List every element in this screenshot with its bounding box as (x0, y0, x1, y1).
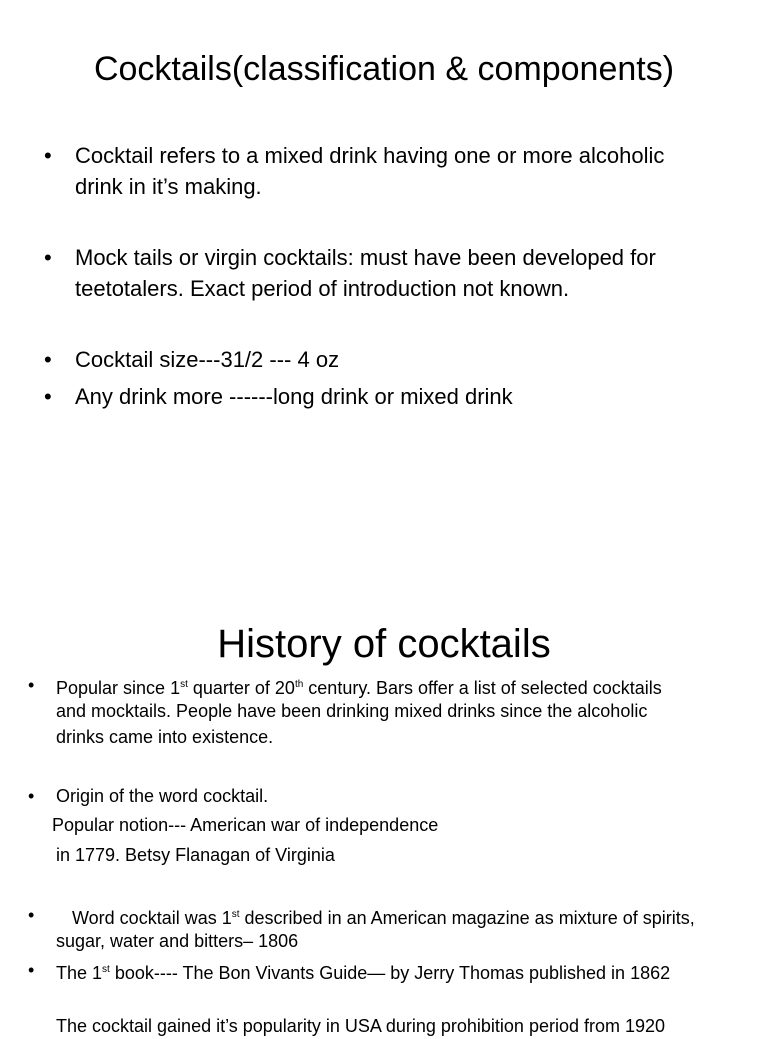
bullet-line: Origin of the word cocktail. (56, 786, 269, 806)
bullet-dot: • (44, 384, 52, 409)
bullet-line: Word cocktail was 1st described in an American magazine as mixture of spirits, (72, 908, 695, 928)
bullet-line: Any drink more ------long drink or mixed drink (75, 384, 513, 409)
bullet-dot: • (28, 786, 35, 806)
bullet-line: Cocktail size---31/2 --- 4 oz (75, 347, 340, 372)
bullet-dot: • (28, 675, 35, 695)
bullet-line: The cocktail gained it’s popularity in USA during prohibition period from 1920 (56, 1016, 666, 1036)
slide-title: Cocktails(classification & components) (93, 50, 675, 88)
bullet-line: Cocktail refers to a mixed drink having one or more alcoholic (75, 143, 665, 168)
bullet-dot: • (44, 143, 52, 168)
bullet-line: drink in it’s making. (75, 174, 262, 199)
bullet-dot: • (28, 960, 35, 980)
bullet-line: Popular since 1st quarter of 20th century. Bars offer a list of selected cocktails (56, 678, 662, 698)
bullet-line: Popular notion--- American war of independence (52, 815, 439, 835)
bullet-dot: • (44, 347, 52, 372)
bullet-line: sugar, water and bitters– 1806 (56, 931, 299, 951)
bullet-line: in 1779. Betsy Flanagan of Virginia (56, 845, 335, 865)
bullet-line: teetotalers. Exact period of introduction not known. (75, 276, 570, 301)
bullet-line: The 1st book---- The Bon Vivants Guide— by Jerry Thomas published in 1862 (56, 963, 671, 983)
bullet-line: and mocktails. People have been drinking mixed drinks since the alcoholic (56, 701, 648, 721)
bullet-line: drinks came into existence. (56, 727, 274, 747)
slide-history-of-cocktails (0, 600, 768, 1036)
bullet-dot: • (44, 245, 52, 270)
slide-title: History of cocktails (217, 622, 551, 666)
bullet-line: Mock tails or virgin cocktails: must have been developed for (75, 245, 656, 270)
bullet-dot: • (28, 905, 35, 925)
